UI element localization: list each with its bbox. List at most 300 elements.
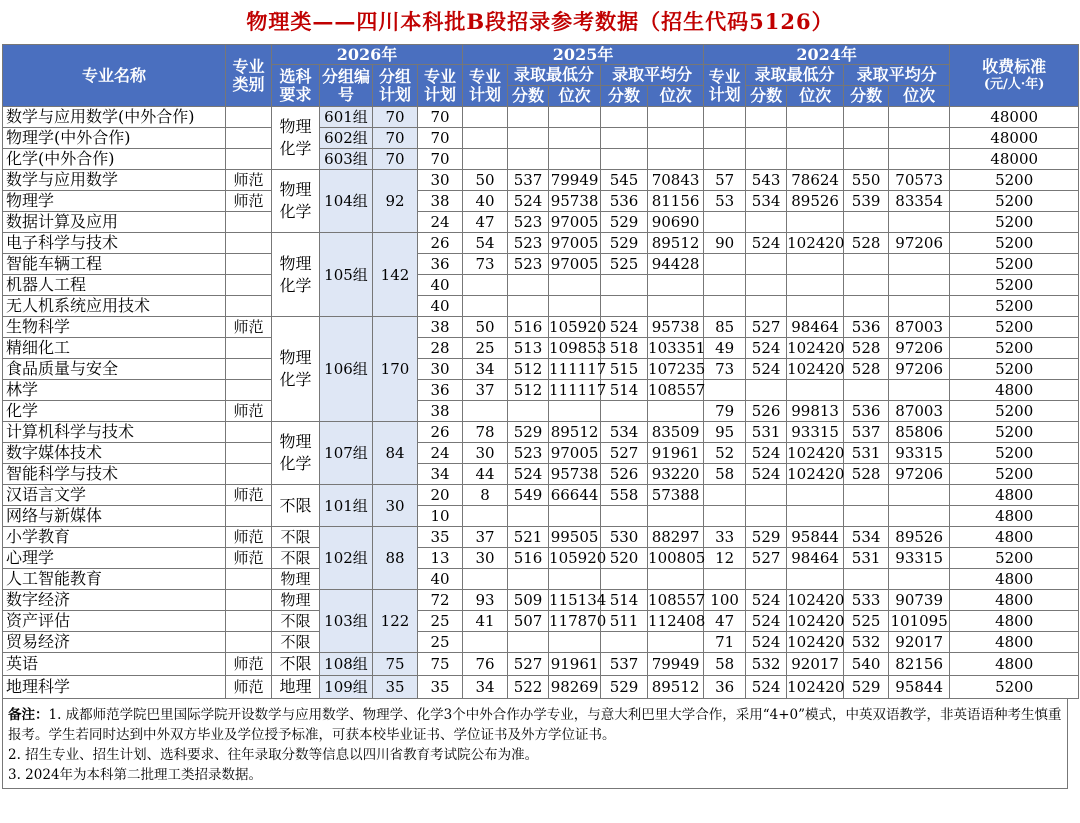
major-type-cell	[226, 569, 272, 590]
major-name-cell: 英语	[3, 653, 226, 676]
data-cell-p25: 34	[463, 676, 508, 699]
major-name-cell: 数字媒体技术	[3, 443, 226, 464]
data-cell-as25	[601, 569, 648, 590]
col-group-plan: 分组计划	[373, 65, 418, 107]
data-cell-ar24	[889, 128, 950, 149]
data-cell-ar24: 70573	[889, 170, 950, 191]
fee-cell: 5200	[950, 170, 1079, 191]
data-cell-as25	[601, 107, 648, 128]
data-cell-as24: 550	[844, 170, 889, 191]
data-cell-as25: 526	[601, 464, 648, 485]
data-cell-p25: 30	[463, 443, 508, 464]
data-cell-p25: 37	[463, 380, 508, 401]
data-cell-ar25: 79949	[648, 653, 704, 676]
data-cell-s24	[746, 485, 787, 506]
data-cell-p24: 47	[704, 611, 746, 632]
data-cell-s25: 527	[508, 653, 549, 676]
data-cell-s24: 526	[746, 401, 787, 422]
data-cell-p25: 73	[463, 254, 508, 275]
group-plan-cell: 92	[373, 170, 418, 233]
table-row	[3, 676, 1079, 699]
data-cell-p25: 37	[463, 527, 508, 548]
data-cell-p24	[704, 485, 746, 506]
data-cell-r24: 98464	[787, 548, 844, 569]
group-number-cell: 601组	[320, 107, 373, 128]
data-cell-s25	[508, 275, 549, 296]
data-cell-ar24: 97206	[889, 359, 950, 380]
data-cell-p24	[704, 254, 746, 275]
col-avg-2025: 录取平均分	[601, 65, 704, 86]
table-row	[3, 128, 1079, 149]
data-cell-r24: 102420	[787, 360, 845, 378]
subject-requirement-cell: 不限	[272, 632, 320, 653]
major-type-cell	[226, 590, 272, 611]
data-cell-r25	[549, 149, 601, 170]
data-cell-ar25: 103351	[648, 339, 706, 357]
data-cell-p25	[463, 506, 508, 527]
data-cell-as25: 514	[601, 590, 648, 611]
data-cell-p25: 47	[463, 212, 508, 233]
data-cell-s25: 537	[508, 170, 549, 191]
col-score: 分数	[508, 86, 549, 107]
data-cell-ar24: 87003	[889, 401, 950, 422]
data-cell-s25: 512	[508, 380, 549, 401]
major-name-cell: 智能科学与技术	[3, 464, 226, 485]
major-name-cell: 计算机科学与技术	[3, 422, 226, 443]
data-cell-p24	[704, 569, 746, 590]
table-row	[3, 611, 1079, 632]
major-name-cell: 电子科学与技术	[3, 233, 226, 254]
data-cell-as24	[844, 128, 889, 149]
data-cell-as25: 529	[601, 676, 648, 699]
data-cell-ar25: 83509	[648, 422, 704, 443]
data-cell-p25	[463, 107, 508, 128]
data-cell-ar25: 94428	[648, 254, 704, 275]
data-cell-p25: 78	[463, 422, 508, 443]
data-cell-s24: 527	[746, 317, 787, 338]
data-cell-r24	[787, 569, 844, 590]
col-subj-req: 选科要求	[272, 65, 320, 107]
data-cell-s25: 523	[508, 254, 549, 275]
table-row	[3, 149, 1079, 170]
group-number-cell: 101组	[320, 485, 373, 527]
major-name-cell: 汉语言文学	[3, 485, 226, 506]
col-year-2025: 2025年	[463, 45, 704, 65]
table-row	[3, 191, 1079, 212]
fee-cell: 4800	[950, 653, 1079, 676]
note-1	[8, 705, 1062, 745]
table-row	[3, 422, 1079, 443]
data-cell-ar24	[889, 149, 950, 170]
data-cell-r24	[787, 296, 844, 317]
major-name-cell: 精细化工	[3, 338, 226, 359]
data-cell-p25: 93	[463, 590, 508, 611]
major-name-cell: 物理学(中外合作)	[3, 128, 226, 149]
data-cell-ar24	[889, 296, 950, 317]
data-cell-p24: 36	[704, 676, 746, 699]
table-row	[3, 527, 1079, 548]
fee-cell: 5200	[950, 191, 1079, 212]
data-cell-p24: 33	[704, 527, 746, 548]
data-cell-as25: 515	[601, 359, 648, 380]
major-type-cell	[226, 107, 272, 128]
data-cell-ar25	[648, 632, 704, 653]
col-year-2024: 2024年	[704, 45, 950, 65]
major-name-cell: 数学与应用数学	[3, 170, 226, 191]
fee-cell: 5200	[950, 676, 1079, 699]
data-cell-s24: 524	[746, 632, 787, 653]
data-cell-as25: 527	[601, 443, 648, 464]
data-cell-s25: 529	[508, 422, 549, 443]
data-cell-as24: 528	[844, 338, 889, 359]
table-row	[3, 401, 1079, 422]
data-cell-s24	[746, 296, 787, 317]
data-cell-r25: 105920	[549, 318, 607, 336]
data-cell-p25	[463, 296, 508, 317]
data-cell-s25: 523	[508, 443, 549, 464]
major-name-cell: 智能车辆工程	[3, 254, 226, 275]
data-cell-as25: 525	[601, 254, 648, 275]
data-cell-ar25: 108557	[648, 591, 706, 609]
data-cell-as24	[844, 275, 889, 296]
table-row	[3, 485, 1079, 506]
data-cell-plan: 26	[418, 422, 463, 443]
data-cell-ar24	[889, 254, 950, 275]
fee-cell: 4800	[950, 590, 1079, 611]
data-cell-as24: 531	[844, 443, 889, 464]
data-cell-p25: 76	[463, 653, 508, 676]
data-cell-s24: 529	[746, 527, 787, 548]
major-type-cell	[226, 254, 272, 275]
col-score: 分数	[601, 86, 648, 107]
fee-cell: 4800	[950, 485, 1079, 506]
col-min-2025: 录取最低分	[508, 65, 601, 86]
fee-label: 收费标准	[982, 56, 1047, 76]
data-cell-as24: 529	[844, 676, 889, 699]
group-number-cell: 602组	[320, 128, 373, 149]
data-cell-p24: 85	[704, 317, 746, 338]
table-row	[3, 653, 1079, 676]
data-cell-s24: 524	[746, 590, 787, 611]
data-cell-p24	[704, 380, 746, 401]
fee-cell: 5200	[950, 422, 1079, 443]
col-group-no: 分组编号	[320, 65, 373, 107]
data-cell-ar24: 93315	[889, 443, 950, 464]
table-row	[3, 233, 1079, 254]
data-cell-r25	[549, 632, 601, 653]
data-cell-r24: 92017	[787, 653, 844, 676]
data-cell-ar24: 82156	[889, 653, 950, 676]
major-name-cell: 数学与应用数学(中外合作)	[3, 107, 226, 128]
notes	[2, 699, 1068, 789]
data-cell-p24: 53	[704, 191, 746, 212]
data-cell-s25: 509	[508, 590, 549, 611]
data-cell-r25: 97005	[549, 233, 601, 254]
data-cell-p25	[463, 569, 508, 590]
data-cell-r25	[549, 296, 601, 317]
data-cell-r25: 97005	[549, 254, 601, 275]
table-row	[3, 380, 1079, 401]
major-type-cell	[226, 506, 272, 527]
data-cell-r24: 102420	[787, 633, 845, 651]
data-cell-ar24	[889, 569, 950, 590]
data-cell-s24: 527	[746, 548, 787, 569]
data-cell-as25: 529	[601, 212, 648, 233]
data-cell-plan: 30	[418, 170, 463, 191]
data-cell-as24: 532	[844, 632, 889, 653]
fee-cell: 5200	[950, 464, 1079, 485]
data-cell-plan: 24	[418, 443, 463, 464]
col-year-2026: 2026年	[272, 45, 463, 65]
data-cell-as25	[601, 128, 648, 149]
fee-cell: 5200	[950, 212, 1079, 233]
major-type-cell: 师范	[226, 317, 272, 338]
group-plan-cell: 142	[373, 233, 418, 317]
data-cell-p24: 95	[704, 422, 746, 443]
data-cell-r25: 79949	[549, 170, 601, 191]
data-cell-as25	[601, 632, 648, 653]
data-cell-p24: 12	[704, 548, 746, 569]
subject-requirement-cell: 物理化学	[272, 317, 320, 422]
major-type-cell	[226, 128, 272, 149]
data-cell-p24: 73	[704, 359, 746, 380]
table-row	[3, 632, 1079, 653]
group-number-cell: 102组	[320, 527, 373, 590]
group-number-cell: 103组	[320, 590, 373, 653]
data-cell-r25	[549, 506, 601, 527]
data-cell-ar25: 57388	[648, 485, 704, 506]
data-cell-s24: 524	[746, 233, 787, 254]
col-min-2024: 录取最低分	[746, 65, 844, 86]
data-cell-r24: 102420	[787, 444, 845, 462]
data-cell-as24: 534	[844, 527, 889, 548]
data-cell-ar24	[889, 107, 950, 128]
data-cell-p24	[704, 506, 746, 527]
data-cell-s25	[508, 401, 549, 422]
data-cell-as24: 533	[844, 590, 889, 611]
group-plan-cell: 170	[373, 317, 418, 422]
table-row	[3, 254, 1079, 275]
data-cell-p25: 41	[463, 611, 508, 632]
fee-cell: 48000	[950, 128, 1079, 149]
major-name-cell: 林学	[3, 380, 226, 401]
data-cell-r24	[787, 212, 844, 233]
data-cell-r25: 66644	[549, 485, 601, 506]
major-type-cell	[226, 359, 272, 380]
data-cell-as25	[601, 275, 648, 296]
group-number-cell: 603组	[320, 149, 373, 170]
data-cell-ar24: 95844	[889, 676, 950, 699]
data-cell-ar25: 81156	[648, 191, 704, 212]
data-cell-r24: 102420	[787, 591, 845, 609]
data-cell-plan: 38	[418, 317, 463, 338]
data-cell-ar25	[648, 149, 704, 170]
major-name-cell: 物理学	[3, 191, 226, 212]
data-cell-as24	[844, 149, 889, 170]
data-cell-as25	[601, 149, 648, 170]
data-cell-plan: 20	[418, 485, 463, 506]
data-cell-r25: 115134	[549, 591, 607, 609]
data-cell-r25: 117870	[549, 612, 607, 630]
fee-cell: 48000	[950, 107, 1079, 128]
table-row	[3, 317, 1079, 338]
major-type-cell: 师范	[226, 170, 272, 191]
data-cell-p24: 79	[704, 401, 746, 422]
data-cell-s25	[508, 506, 549, 527]
data-cell-p25: 40	[463, 191, 508, 212]
group-plan-cell: 122	[373, 590, 418, 653]
major-type-cell: 师范	[226, 485, 272, 506]
data-cell-s24: 524	[746, 359, 787, 380]
data-cell-plan: 25	[418, 632, 463, 653]
data-cell-s25: 513	[508, 338, 549, 359]
data-cell-r24: 102420	[787, 612, 845, 630]
group-plan-cell: 30	[373, 485, 418, 527]
major-name-cell: 无人机系统应用技术	[3, 296, 226, 317]
data-cell-as25: 511	[601, 611, 648, 632]
data-cell-r25: 99505	[549, 527, 601, 548]
major-name-cell: 化学(中外合作)	[3, 149, 226, 170]
major-type-cell	[226, 611, 272, 632]
data-cell-plan: 70	[418, 107, 463, 128]
data-cell-p24: 58	[704, 464, 746, 485]
data-cell-s25	[508, 107, 549, 128]
data-cell-as24: 536	[844, 317, 889, 338]
fee-cell: 48000	[950, 149, 1079, 170]
group-plan-cell: 35	[373, 676, 418, 699]
data-cell-plan: 36	[418, 380, 463, 401]
major-type-cell: 师范	[226, 401, 272, 422]
data-cell-as25: 536	[601, 191, 648, 212]
data-cell-p25	[463, 275, 508, 296]
data-cell-ar24: 83354	[889, 191, 950, 212]
data-cell-p24	[704, 128, 746, 149]
data-cell-r24	[787, 275, 844, 296]
data-cell-as25: 534	[601, 422, 648, 443]
data-cell-s25: 516	[508, 317, 549, 338]
major-name-cell: 小学教育	[3, 527, 226, 548]
data-cell-ar25: 100805	[648, 549, 706, 567]
col-major-name: 专业名称	[3, 45, 226, 107]
group-plan-cell: 84	[373, 422, 418, 485]
data-cell-ar24: 101095	[890, 612, 948, 630]
major-type-cell: 师范	[226, 548, 272, 569]
data-cell-s25	[508, 128, 549, 149]
data-cell-ar25: 70843	[648, 170, 704, 191]
data-cell-as25: 524	[601, 317, 648, 338]
data-cell-r24: 89526	[787, 191, 844, 212]
notes-label: 备注：	[8, 707, 49, 723]
data-cell-s24	[746, 212, 787, 233]
data-cell-ar25: 93220	[648, 464, 704, 485]
data-cell-as25: 558	[601, 485, 648, 506]
data-cell-s25: 521	[508, 527, 549, 548]
data-cell-r25	[549, 401, 601, 422]
data-cell-s24	[746, 380, 787, 401]
major-type-cell: 师范	[226, 191, 272, 212]
table-row	[3, 569, 1079, 590]
table-row	[3, 275, 1079, 296]
major-name-cell: 地理科学	[3, 676, 226, 699]
data-cell-r25: 111117	[549, 360, 607, 378]
subject-requirement-cell: 物理化学	[272, 233, 320, 317]
data-cell-r24: 98464	[787, 317, 844, 338]
data-cell-ar24: 90739	[889, 590, 950, 611]
fee-cell: 4800	[950, 506, 1079, 527]
col-score: 分数	[746, 86, 787, 107]
major-type-cell	[226, 212, 272, 233]
note-2: 2. 招生专业、招生计划、选科要求、往年录取分数等信息以四川省教育考试院公布为准。	[8, 747, 539, 763]
data-cell-s25	[508, 149, 549, 170]
fee-cell: 5200	[950, 296, 1079, 317]
data-cell-plan: 70	[418, 128, 463, 149]
data-cell-as25	[601, 506, 648, 527]
subject-requirement-cell: 地理	[272, 676, 320, 699]
data-cell-p25	[463, 128, 508, 149]
data-cell-r25	[549, 107, 601, 128]
data-cell-plan: 75	[418, 653, 463, 676]
data-cell-r24: 78624	[787, 170, 844, 191]
fee-cell: 5200	[950, 401, 1079, 422]
data-cell-as24	[844, 569, 889, 590]
data-cell-s24: 532	[746, 653, 787, 676]
table-row	[3, 506, 1079, 527]
group-number-cell: 108组	[320, 653, 373, 676]
fee-cell: 5200	[950, 548, 1079, 569]
subject-requirement-cell: 物理化学	[272, 422, 320, 485]
table-row	[3, 338, 1079, 359]
data-cell-p24	[704, 149, 746, 170]
data-cell-ar24	[889, 485, 950, 506]
table-row	[3, 296, 1079, 317]
data-cell-plan: 40	[418, 569, 463, 590]
data-cell-ar25: 90690	[648, 212, 704, 233]
data-cell-s25: 524	[508, 464, 549, 485]
admission-table	[2, 44, 1079, 699]
data-cell-s24: 524	[746, 676, 787, 699]
data-cell-p25: 44	[463, 464, 508, 485]
major-name-cell: 食品质量与安全	[3, 359, 226, 380]
data-cell-r24: 95844	[787, 527, 844, 548]
data-cell-p24: 71	[704, 632, 746, 653]
data-cell-s25: 516	[508, 548, 549, 569]
data-cell-plan: 30	[418, 359, 463, 380]
col-major-type: 专业类别	[226, 45, 272, 107]
data-cell-as24: 539	[844, 191, 889, 212]
data-cell-as25: 529	[601, 233, 648, 254]
data-cell-s24: 534	[746, 191, 787, 212]
data-cell-ar25: 107235	[648, 360, 706, 378]
group-plan-cell: 70	[373, 149, 418, 170]
data-cell-s24: 543	[746, 170, 787, 191]
data-cell-p25	[463, 149, 508, 170]
data-cell-as24: 540	[844, 653, 889, 676]
data-cell-p25: 50	[463, 170, 508, 191]
col-plan-2025: 专业计划	[463, 65, 508, 107]
table-row	[3, 548, 1079, 569]
data-cell-r25: 97005	[549, 212, 601, 233]
fee-cell: 4800	[950, 611, 1079, 632]
data-cell-as24: 528	[844, 464, 889, 485]
major-type-cell	[226, 296, 272, 317]
data-cell-r24	[787, 506, 844, 527]
data-cell-r24	[787, 107, 844, 128]
data-cell-as24: 528	[844, 359, 889, 380]
data-cell-plan: 13	[418, 548, 463, 569]
table-row	[3, 590, 1079, 611]
data-cell-as24	[844, 254, 889, 275]
data-cell-r25: 105920	[549, 549, 607, 567]
